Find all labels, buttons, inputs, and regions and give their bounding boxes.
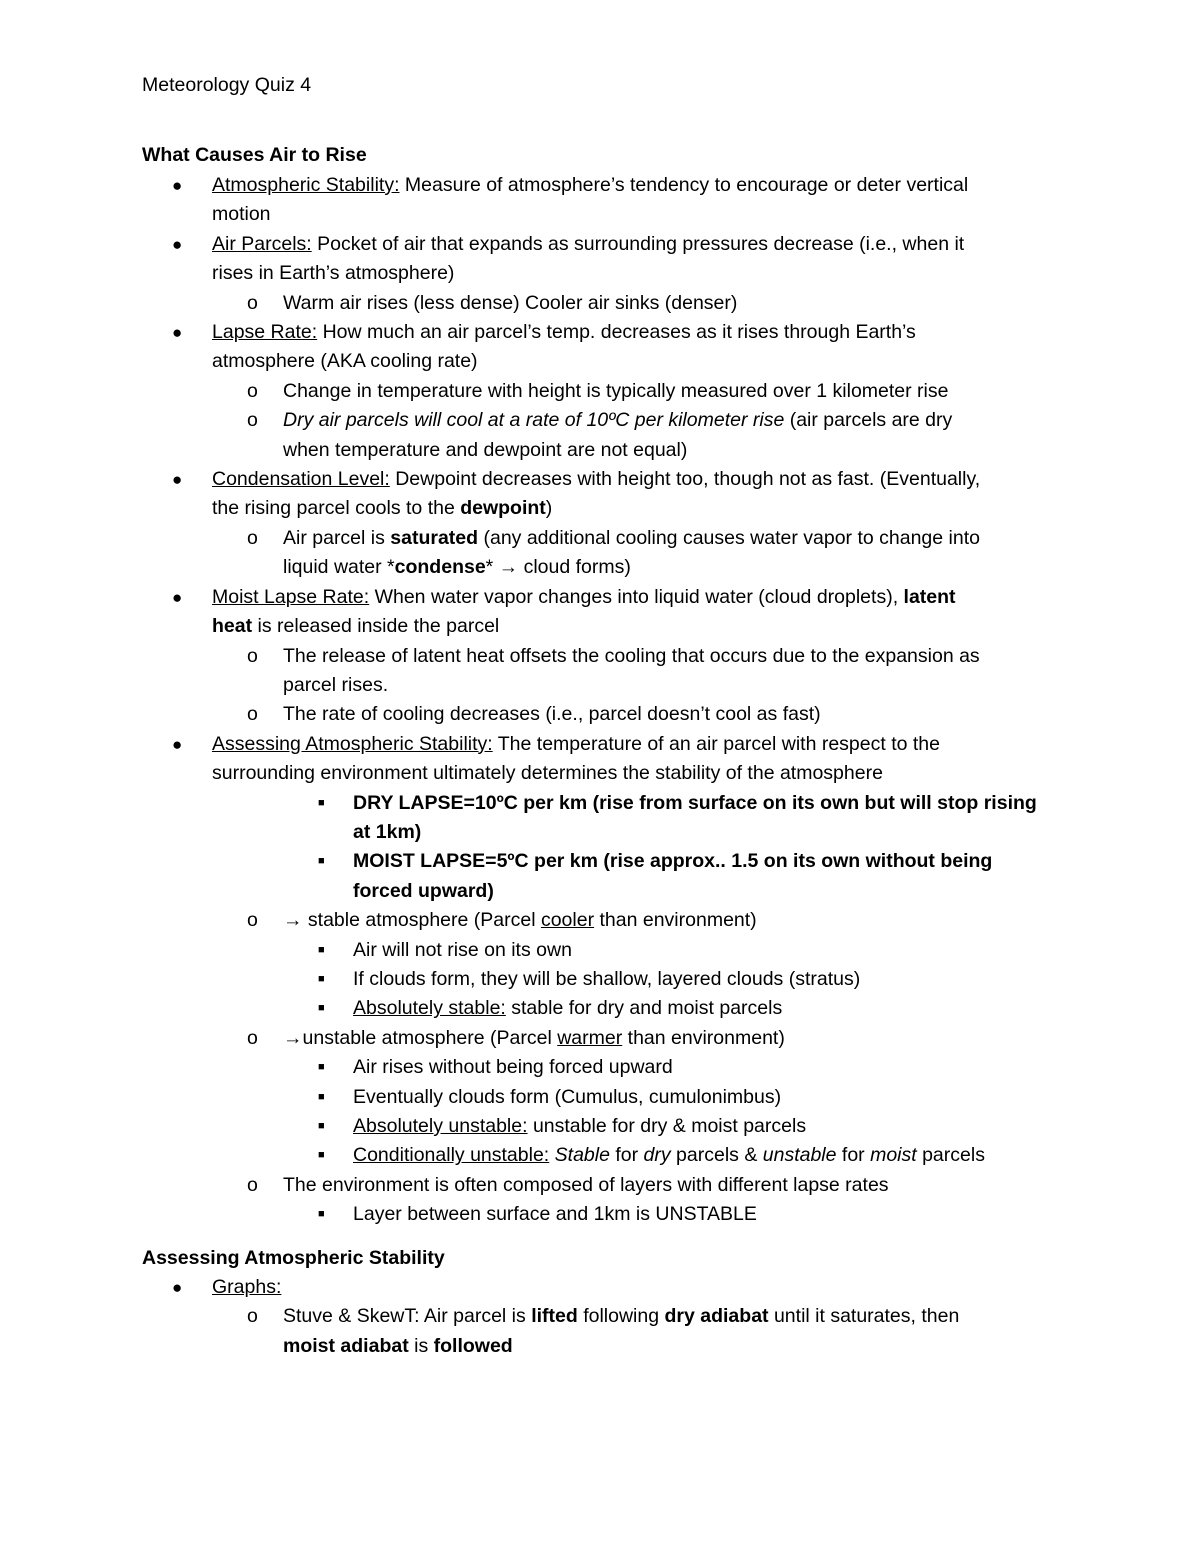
list-subitem-latent-heat: o The release of latent heat offsets the cooling that occurs due to the expansion as parcel rises. xyxy=(0,642,1063,701)
list-subitem-stable-1: ■ Air will not rise on its own xyxy=(0,936,1063,965)
arrow-right-icon: → xyxy=(283,909,303,932)
list-subitem-conditionally-unstable: ■ Conditionally unstable: Stable for dry parcels & unstable for moist parcels xyxy=(0,1141,1063,1170)
circle-bullet-icon: o xyxy=(247,1026,258,1049)
bullet-icon: ● xyxy=(172,734,183,754)
square-bullet-icon: ■ xyxy=(318,1149,325,1162)
bullet-icon: ● xyxy=(172,587,183,607)
section-heading-air-rise: What Causes Air to Rise xyxy=(142,144,367,166)
bullet-icon: ● xyxy=(172,176,183,195)
circle-bullet-icon: o xyxy=(247,409,258,432)
arrow-right-icon: → xyxy=(283,1026,303,1049)
circle-bullet-icon: o xyxy=(247,1305,258,1328)
list-item-condensation-level: ● Condensation Level: Dewpoint decreases with height too, though not as fast. (Eventually, the rising parcel cools to the dewpoint) xyxy=(0,465,1062,524)
list-subitem-unstable-2: ■ Eventually clouds form (Cumulus, cumulonimbus) xyxy=(0,1083,1063,1112)
list-subitem-cooling-rate: o The rate of cooling decreases (i.e., parcel doesn’t cool as fast) xyxy=(0,700,1063,729)
list-subitem-moist-lapse: ■ MOIST LAPSE=5ºC per km (rise approx.. 1.5 on its own without being forced upward) xyxy=(0,847,1063,906)
list-subitem-absolutely-stable: ■ Absolutely stable: stable for dry and moist parcels xyxy=(0,994,1063,1023)
term-atmospheric-stability: Atmospheric Stability: xyxy=(212,174,400,196)
assessing-stability-list xyxy=(0,1273,1063,1361)
square-bullet-icon: ■ xyxy=(318,1090,325,1103)
bullet-icon: ● xyxy=(172,234,183,254)
circle-bullet-icon: o xyxy=(247,379,258,402)
list-subitem-absolutely-unstable: ■ Absolutely unstable: unstable for dry & moist parcels xyxy=(0,1112,1063,1141)
square-bullet-icon: ■ xyxy=(318,972,325,985)
circle-bullet-icon: o xyxy=(247,1173,258,1196)
list-subitem-stable-atmosphere: o → stable atmosphere (Parcel cooler than environment) xyxy=(0,906,1063,935)
section-heading-assessing-stability: Assessing Atmospheric Stability xyxy=(142,1247,445,1269)
square-bullet-icon: ■ xyxy=(318,796,325,809)
term-lapse-rate: Lapse Rate: xyxy=(212,321,318,344)
term-air-parcels: Air Parcels: xyxy=(212,232,312,255)
air-rise-list xyxy=(0,171,1063,1230)
circle-bullet-icon: o xyxy=(247,644,258,667)
bullet-icon: ● xyxy=(172,323,183,343)
square-bullet-icon: ■ xyxy=(318,943,325,956)
list-subitem-stuve-skewt: o Stuve & SkewT: Air parcel is lifted following dry adiabat until it saturates, then moist adiabat is followed xyxy=(0,1302,1063,1361)
square-bullet-icon: ■ xyxy=(318,1120,325,1132)
square-bullet-icon: ■ xyxy=(318,855,325,868)
square-bullet-icon: ■ xyxy=(318,1208,325,1221)
list-subitem-stable-2: ■ If clouds form, they will be shallow, layered clouds (stratus) xyxy=(0,965,1063,994)
list-item-lapse-rate: ● Lapse Rate: How much an air parcel’s temp. decreases as it rises through Earth’s atmosphere (AKA cooling rate) xyxy=(0,318,1062,377)
bullet-icon: ● xyxy=(172,1278,183,1297)
circle-bullet-icon: o xyxy=(247,909,258,932)
list-subitem-dry-parcels: o Dry air parcels will cool at a rate of 10ºC per kilometer rise (air parcels are dry when temperature and dewpoint are not equal) xyxy=(0,406,1063,465)
list-subitem-unstable-1: ■ Air rises without being forced upward xyxy=(0,1053,1063,1082)
square-bullet-icon: ■ xyxy=(318,1061,325,1074)
list-subitem-dry-lapse: ■ DRY LAPSE=10ºC per km (rise from surface on its own but will stop rising at 1km) xyxy=(0,789,1063,848)
circle-bullet-icon: o xyxy=(247,291,258,314)
list-item-atmospheric-stability: ● Atmospheric Stability: Measure of atmosphere’s tendency to encourage or deter vertical motion xyxy=(0,171,1062,230)
list-subitem-unstable-atmosphere: o →unstable atmosphere (Parcel warmer than environment) xyxy=(0,1024,1063,1053)
list-item-air-parcels: ● Air Parcels: Pocket of air that expands as surrounding pressures decrease (i.e., when it rises in Earth’s atmosphere) xyxy=(0,230,1062,289)
list-item-moist-lapse-rate: ● Moist Lapse Rate: When water vapor changes into liquid water (cloud droplets), latent heat is released inside the parcel xyxy=(0,583,1062,642)
term-moist-lapse-rate: Moist Lapse Rate: xyxy=(212,585,370,608)
circle-bullet-icon: o xyxy=(247,526,258,549)
list-subitem-environment-layers: o The environment is often composed of layers with different lapse rates xyxy=(0,1171,1063,1200)
list-subitem-saturated: o Air parcel is saturated (any additional cooling causes water vapor to change into liquid water *condense* → cloud forms) xyxy=(0,524,1063,583)
document-title: Meteorology Quiz 4 xyxy=(142,74,312,96)
list-item-assessing-stability: ● Assessing Atmospheric Stability: The temperature of an air parcel with respect to the surrounding environment ultimately determines the stability of the atmosphere xyxy=(0,730,1062,789)
circle-bullet-icon: o xyxy=(247,703,258,726)
term-assessing-stability: Assessing Atmospheric Stability: xyxy=(212,732,493,755)
list-subitem-unstable-layer: ■ Layer between surface and 1km is UNSTABLE xyxy=(0,1200,1063,1229)
square-bullet-icon: ■ xyxy=(318,1002,325,1015)
term-condensation-level: Condensation Level: xyxy=(212,468,390,491)
list-item-graphs: ● Graphs: xyxy=(0,1273,1062,1302)
list-subitem-warm-air: o Warm air rises (less dense) Cooler air sinks (denser) xyxy=(0,289,1063,318)
list-subitem-temp-change: o Change in temperature with height is typically measured over 1 kilometer rise xyxy=(0,377,1063,406)
bullet-icon: ● xyxy=(172,470,183,490)
